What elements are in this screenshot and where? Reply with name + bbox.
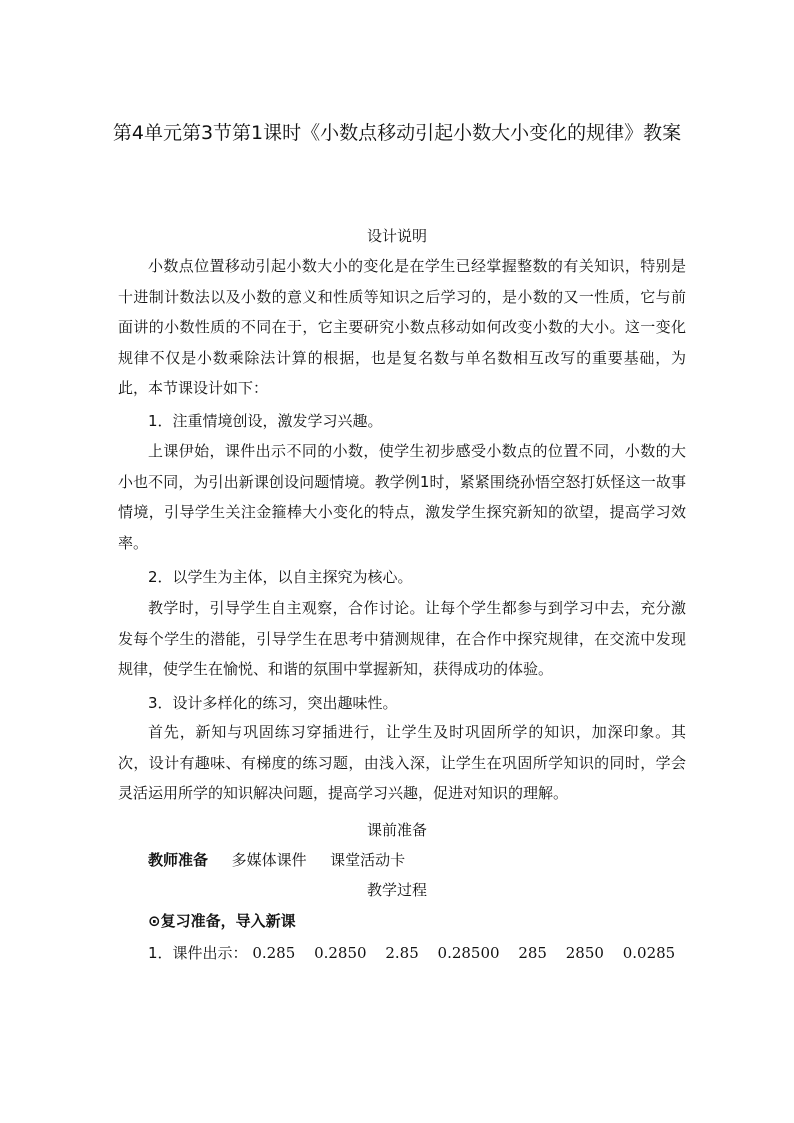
section1-title: ⊙复习准备，导入新课 [148,912,296,930]
number-value: 0.285 [252,944,296,962]
prep-label: 教师准备 [148,851,209,869]
number-value: 0.2850 [314,944,367,962]
prep-item-activity-card: 课堂活动卡 [330,851,406,869]
prep-line [148,849,405,870]
point1-body: 上课伊始，课件出示不同的小数，使学生初步感受小数点的位置不同，小数的大小也不同，为引出新课创设问题情境。教学例1时，紧紧围绕孙悟空怒打妖怪这一故事情境，引导学生关注金箍棒大小变化的特点，激发学生探究新知的欲望，提高学习效率。 [118,442,686,552]
number-value: 0.28500 [437,944,500,962]
design-heading: 设计说明 [366,227,427,245]
intro-paragraph: 小数点位置移动引起小数大小的变化是在学生已经掌握整数的有关知识，特别是十进制计数法以及小数的意义和性质等知识之后学习的，是小数的又一性质，它与前面讲的小数性质的不同在于，它主要研究小数点移动如何改变小数的大小。这一变化规律不仅是小数乘除法计算的根据，也是复名数与单名数相互改写的重要基础，为此，本节课设计如下： [118,257,686,397]
item1-label: 1．课件出示： [148,944,248,962]
point2-title: 2．以学生为主体，以自主探究为核心。 [148,568,413,586]
item1-line [148,942,689,963]
prep-item-courseware: 多媒体课件 [231,851,307,869]
document-title: 第4单元第3节第1课时《小数点移动引起小数大小变化的规律》教案 [112,122,682,144]
point2-body: 教学时，引导学生自主观察，合作讨论。让每个学生都参与到学习中去，充分激发每个学生的潜能，引导学生在思考中猜测规律，在合作中探究规律，在交流中发现规律，使学生在愉悦、和谐的氛围中掌握新知，获得成功的体验。 [118,599,686,678]
number-value: 2.85 [385,944,419,962]
number-value: 0.0285 [622,944,676,962]
point1-title: 1．注重情境创设，激发学习兴趣。 [148,412,383,430]
point3-title: 3．设计多样化的练习，突出趣味性。 [148,694,398,712]
point3-body: 首先，新知与巩固练习穿插进行，让学生及时巩固所学的知识，加深印象。其次，设计有趣味、有梯度的练习题，由浅入深，让学生在巩固所学知识的同时，学会灵活运用所学的知识解决问题，提高学习兴趣，促进对知识的理解。 [118,723,686,802]
number-value: 285 [518,944,547,962]
prep-heading: 课前准备 [366,821,427,839]
number-value: 2850 [565,944,604,962]
process-heading: 教学过程 [366,881,427,899]
